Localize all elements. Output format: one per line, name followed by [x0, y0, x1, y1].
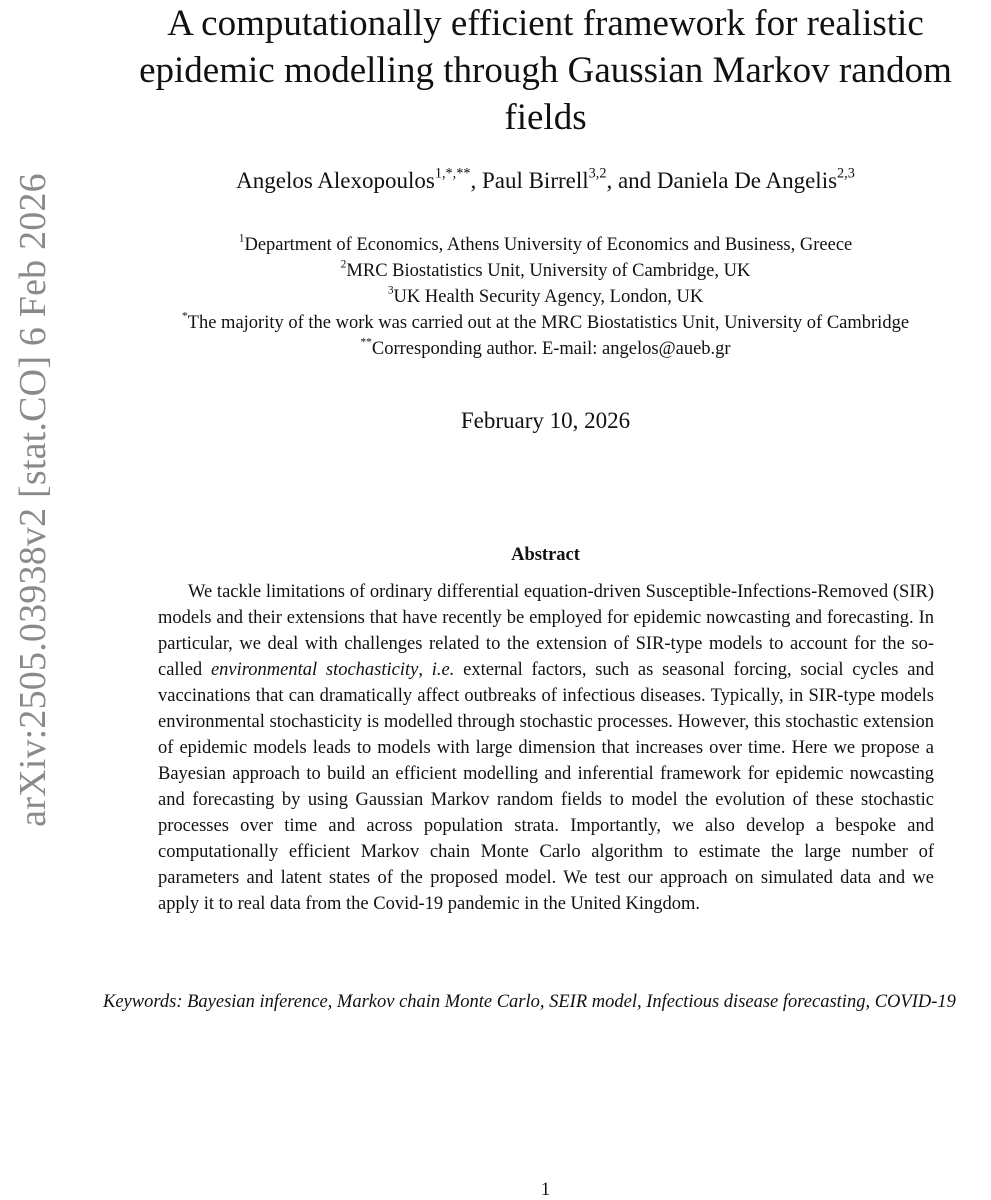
affiliation-item: [90, 336, 991, 362]
paper-title: [100, 0, 991, 141]
author-affiliation-marks: 3,2: [588, 165, 607, 182]
title-line: epidemic modelling through Gaussian Markov random: [139, 50, 952, 91]
affiliation-mark: **: [360, 336, 372, 349]
abstract-emphasis: i.e.: [431, 660, 455, 680]
arxiv-identifier: arXiv:2505.03938v2 [stat.CO] 6 Feb 2026: [12, 173, 54, 827]
abstract-part: external factors, such as seasonal forcing, social cycles and vaccinations that can dramatically affect outbreaks of infectious diseases. Typically, in SIR-type models environmental stochasticity is modelled through stochastic processes. However, this stochastic extension of epidemic models leads to models with large dimension that increases over time. Here we propose a Bayesian approach to build an efficient modelling and inferential framework for epidemic nowcasting and forecasting by using Gaussian Markov random fields to model the evolution of these stochastic processes over time and across population strata. Importantly, we also develop a bespoke and computationally efficient Markov chain Monte Carlo algorithm to estimate the large number of parameters and latent states of the proposed model. We test our approach on simulated data and we apply it to real data from the Covid-19 pandemic in the United Kingdom.: [158, 660, 934, 914]
title-line: fields: [504, 97, 587, 138]
affiliation-text: Department of Economics, Athens University of Economics and Business, Greece: [244, 235, 853, 255]
author-list: [100, 166, 991, 196]
affiliation-item: [90, 284, 991, 310]
author-name: Paul Birrell: [481, 168, 589, 193]
author-affiliation-marks: 1,*,**: [434, 165, 471, 182]
keywords: Keywords: Bayesian inference, Markov chain Monte Carlo, SEIR model, Infectious disease forecasting, COVID-19: [103, 992, 956, 1012]
abstract-heading: Abstract: [511, 545, 580, 565]
abstract-text: [158, 579, 934, 917]
publication-date: February 10, 2026: [460, 408, 631, 433]
affiliation-mark: 2: [340, 258, 347, 271]
affiliation-mark: *: [181, 310, 188, 323]
author-name: Daniela De Angelis: [656, 168, 838, 193]
affiliation-item: [90, 232, 991, 258]
affiliation-text: Corresponding author. E-mail: angelos@aueb.gr: [371, 339, 731, 359]
affiliation-text: The majority of the work was carried out at the MRC Biostatistics Unit, University of Cambridge: [187, 313, 910, 333]
abstract-emphasis: environmental stochasticity: [210, 660, 419, 680]
affiliation-item: [90, 310, 991, 336]
abstract-part: We tackle limitations of ordinary differential equation-driven Susceptible-Infections-Removed (SIR) models and their extensions that have recently be employed for epidemic nowcasting and forecasting. In particular, we deal with challenges related to the extension of SIR-type models to account for the so-called: [158, 582, 934, 680]
affiliation-mark: 3: [387, 284, 394, 297]
title-line: A computationally efficient framework for realistic: [167, 3, 924, 44]
page-number: 1: [540, 1180, 551, 1200]
affiliation-text: UK Health Security Agency, London, UK: [393, 287, 704, 307]
affiliation-list: [90, 232, 991, 362]
author-name: Angelos Alexopoulos: [236, 168, 435, 193]
affiliation-item: [90, 258, 991, 284]
affiliation-text: MRC Biostatistics Unit, University of Cambridge, UK: [346, 261, 751, 281]
affiliation-mark: 1: [238, 232, 245, 245]
arxiv-sidebar: [0, 0, 60, 1200]
author-affiliation-marks: 2,3: [837, 165, 855, 182]
author-separator: , and: [606, 168, 657, 193]
abstract-part: ,: [418, 660, 432, 680]
author-separator: ,: [470, 168, 482, 193]
